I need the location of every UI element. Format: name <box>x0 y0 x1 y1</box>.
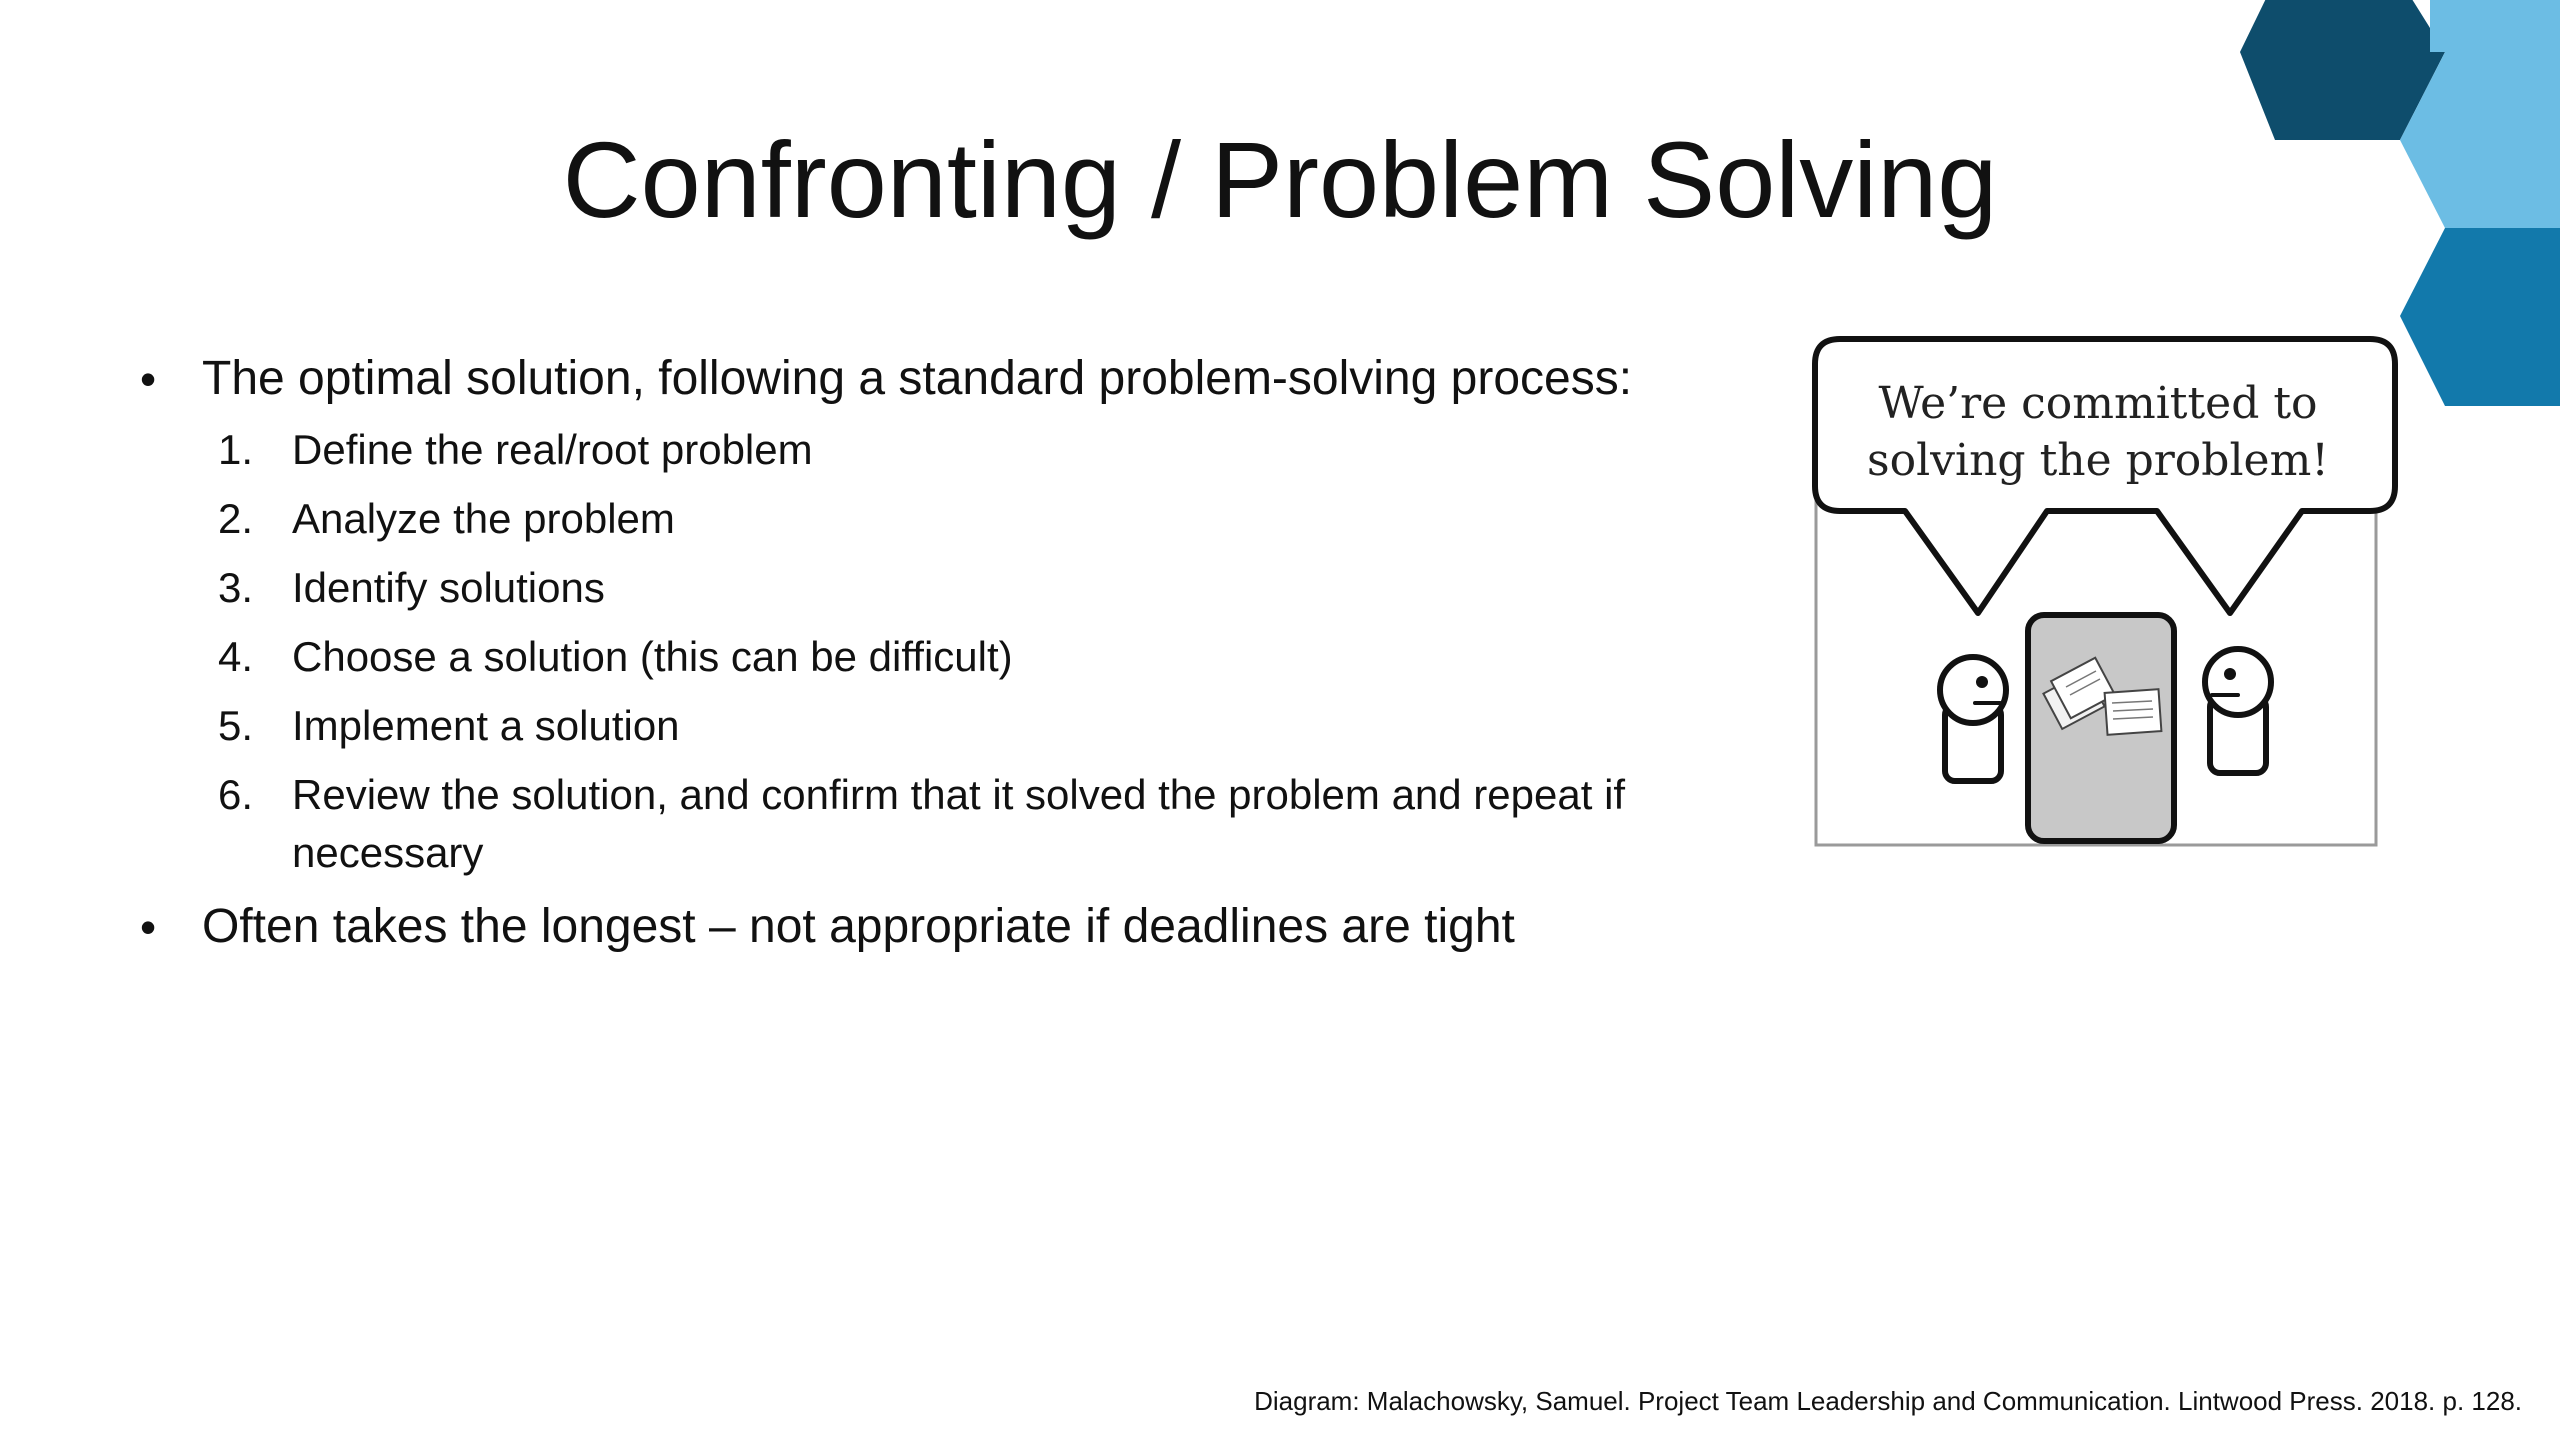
citation: Diagram: Malachowsky, Samuel. Project Team Leadership and Communication. Lintwood Press. 2018. p. 128. <box>1254 1386 2522 1416</box>
step-number: 6. <box>218 771 254 818</box>
person-left-icon <box>1940 657 2006 781</box>
step-item <box>140 697 1750 755</box>
bullet-symbol: • <box>140 353 157 405</box>
slide-title: Confronting / Problem Solving <box>562 119 1998 240</box>
slide-content <box>140 345 1750 961</box>
step-text: Choose a solution (this can be difficult) <box>292 633 1013 680</box>
hexagon-light-top <box>2430 0 2560 52</box>
speech-line-1: We’re committed to <box>1878 378 2318 429</box>
step-text: Identify solutions <box>292 564 605 611</box>
step-number: 4. <box>218 633 254 680</box>
step-item <box>140 766 1750 882</box>
step-text: Analyze the problem <box>292 495 675 542</box>
step-text: Implement a solution <box>292 702 680 749</box>
illustration-svg <box>1800 335 2400 850</box>
step-number: 5. <box>218 702 254 749</box>
step-number: 1. <box>218 426 254 473</box>
speech-line-2: solving the problem! <box>1867 435 2329 486</box>
bullet-text: Often takes the longest – not appropriate if deadlines are tight <box>202 900 1515 953</box>
step-number: 3. <box>218 564 254 611</box>
person-right-icon <box>2205 649 2271 773</box>
bullet-text: The optimal solution, following a standard problem-solving process: <box>202 352 1633 405</box>
problem-solving-steps <box>140 421 1750 882</box>
step-number: 2. <box>218 495 254 542</box>
bullet-takes-longest <box>140 893 1750 961</box>
problem-solving-illustration <box>1800 335 2400 850</box>
step-item <box>140 628 1750 686</box>
step-text: Define the real/root problem <box>292 426 813 473</box>
step-item <box>140 490 1750 548</box>
hexagon-mid <box>2400 228 2560 406</box>
step-item <box>140 559 1750 617</box>
bullet-optimal-solution <box>140 345 1750 413</box>
bullet-symbol: • <box>140 901 157 953</box>
step-item <box>140 421 1750 479</box>
step-text: Review the solution, and confirm that it solved the problem and repeat if necessary <box>292 771 1626 876</box>
